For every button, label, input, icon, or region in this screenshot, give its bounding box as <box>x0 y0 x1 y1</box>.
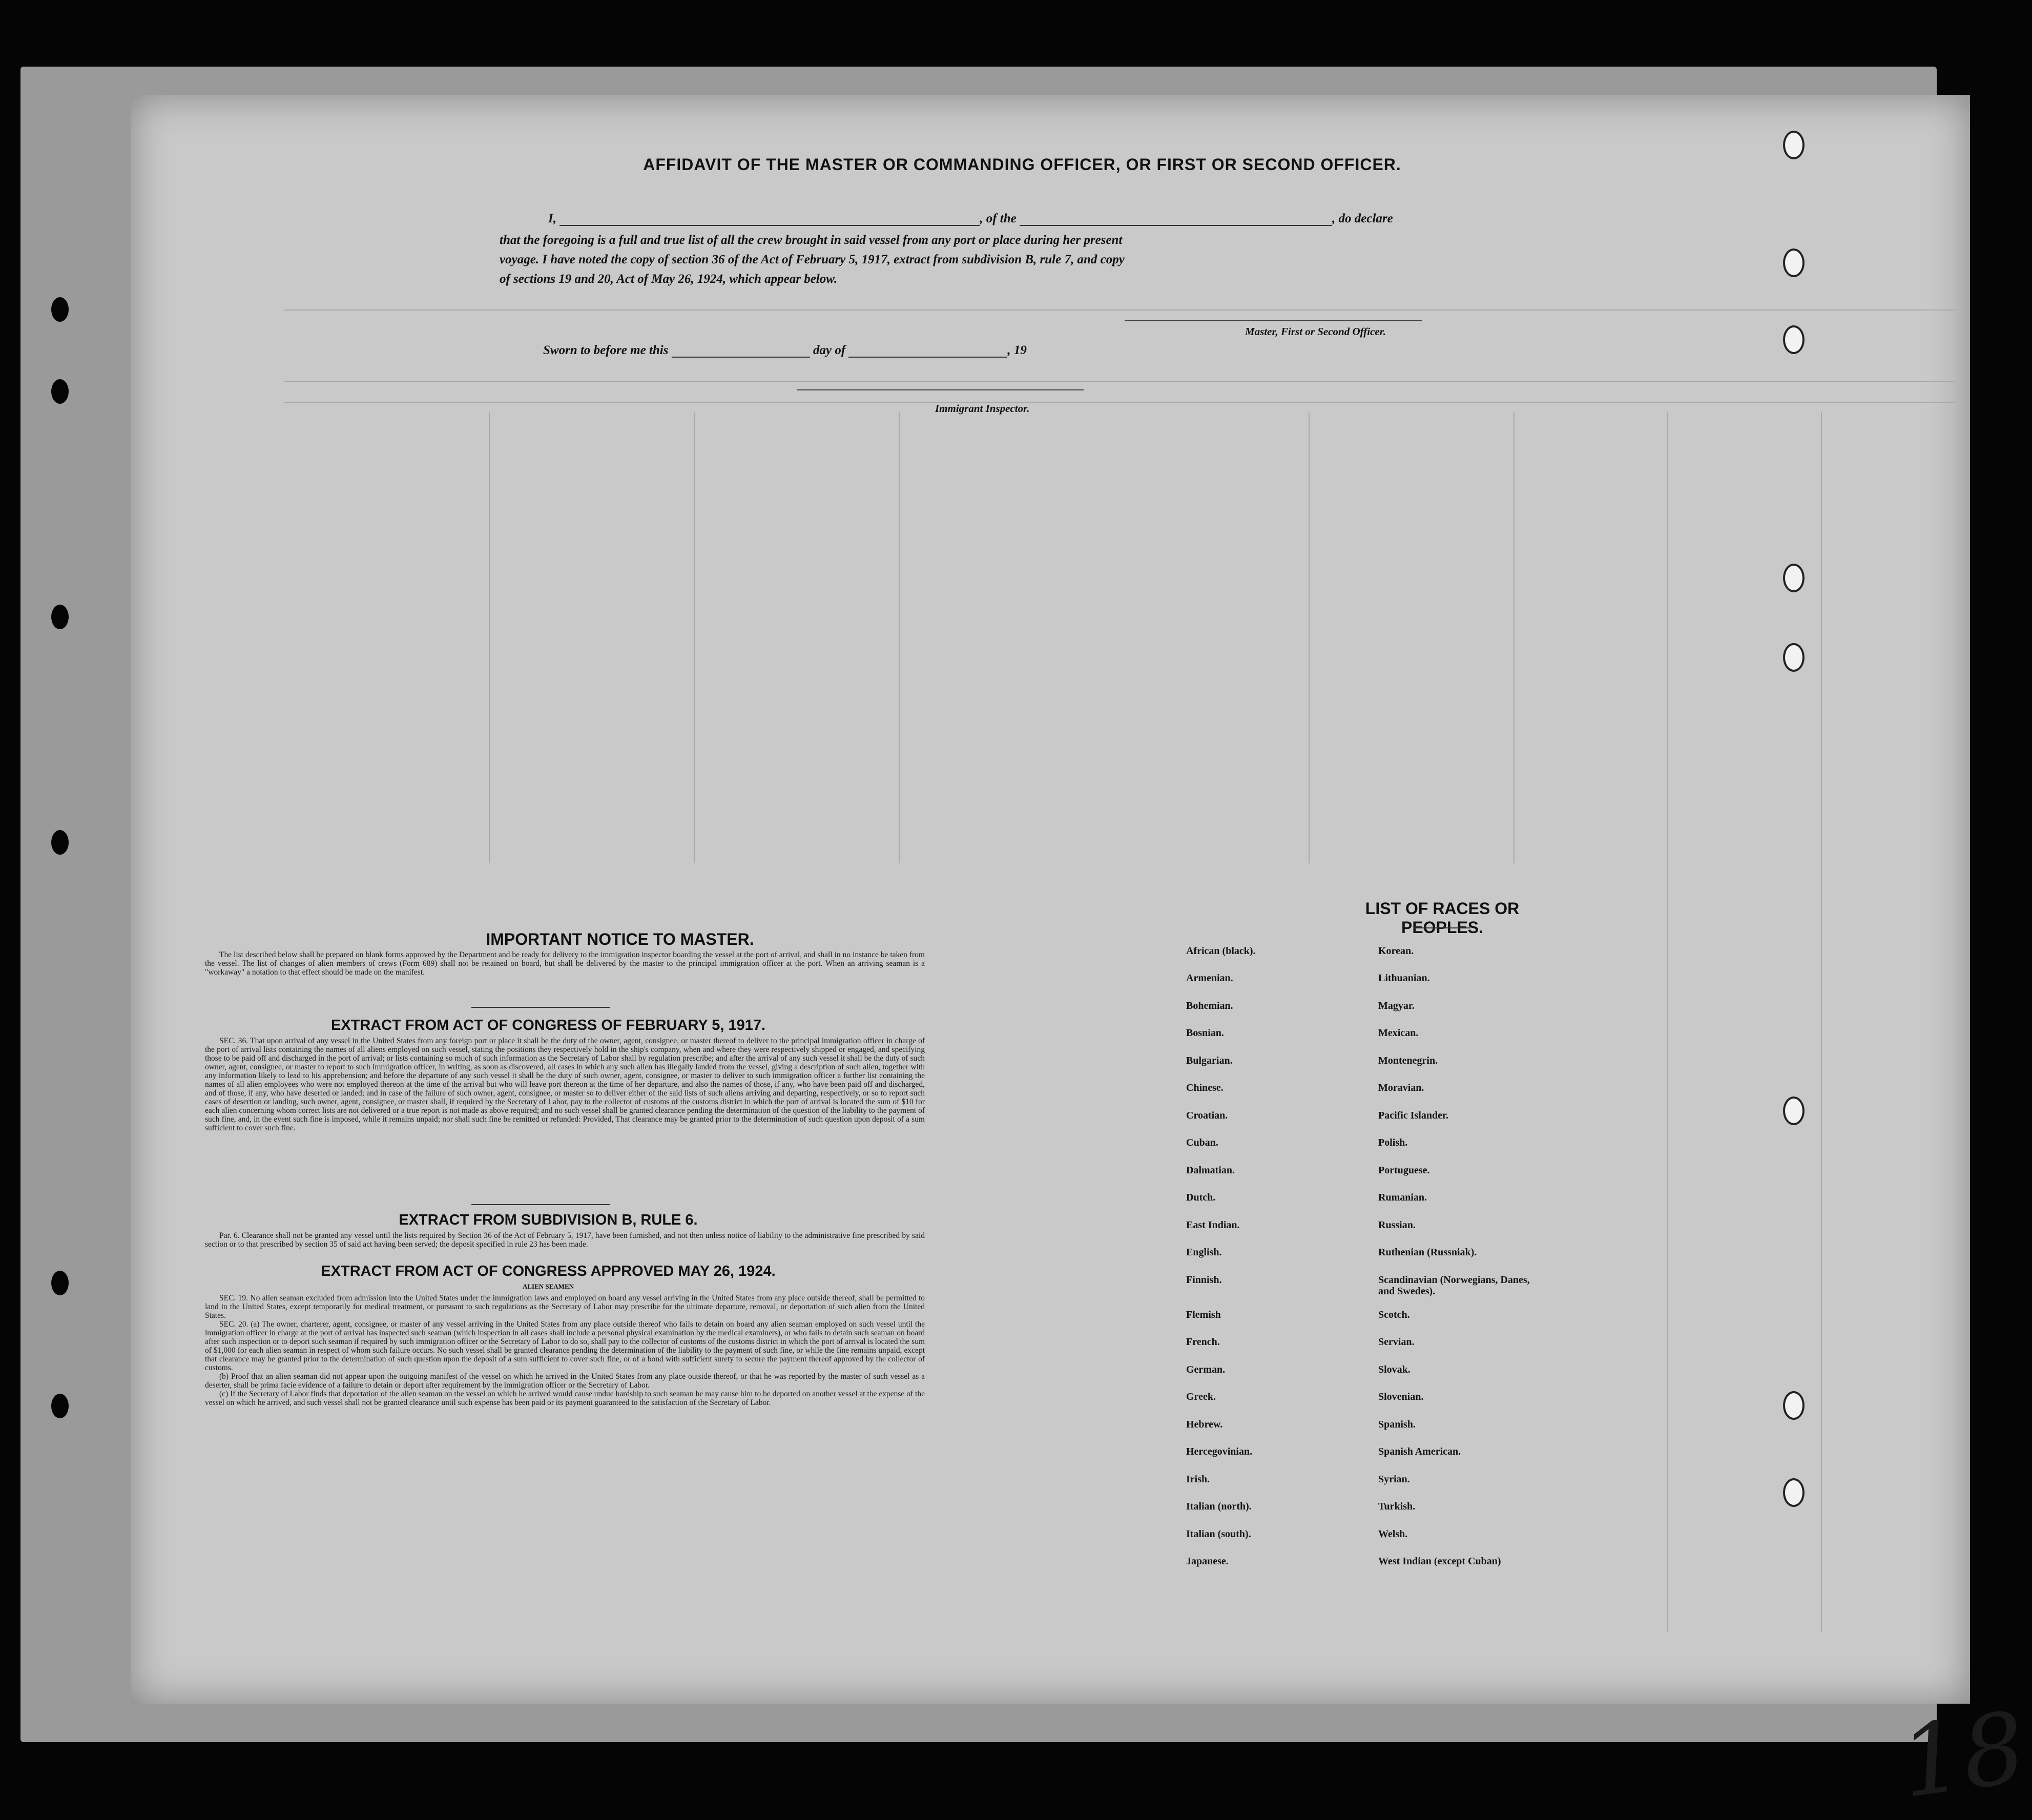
race-item: Ruthenian (Russniak). <box>1378 1247 1477 1258</box>
sworn-day-blank <box>672 357 810 358</box>
inspector-signature-line <box>797 389 1084 390</box>
punch-hole <box>51 1394 69 1418</box>
race-item: Cuban. <box>1186 1137 1218 1148</box>
race-item: African (black). <box>1186 945 1256 957</box>
race-item: Slovak. <box>1378 1364 1411 1375</box>
punch-hole <box>51 830 69 855</box>
races-title: LIST OF RACES OR PEOPLES. <box>1365 899 1520 937</box>
race-item: Bosnian. <box>1186 1027 1224 1039</box>
notice-paragraph: The list described below shall be prepared on blank forms approved by the Department and be ready for delivery to the immigration inspector boarding the vessel at the port of arrival, and shall in no instance be taken from the vessel. The list of changes of alien members of crews (Form 689) shall not be retained on board, but shall be delivered by the master to the principal immigration officer at the port. When an arriving seaman is a "workaway" a notation to that effect should be made on the manifest. <box>205 950 925 977</box>
section-20c-paragraph: (c) If the Secretary of Labor finds that deportation of the alien seaman on the vessel on which he arrived would cause undue hardship to such seaman he may cause him to be deported on another vessel at the expense of the vessel on which he arrived, and such vessel shall not be granted clearance until such expense has been paid or its payment guaranteed to the satisfaction of the Secretary of Labor. <box>205 1390 925 1407</box>
sworn-month-blank <box>848 357 1007 358</box>
binder-ring <box>1783 1478 1805 1507</box>
race-item: Finnish. <box>1186 1274 1222 1286</box>
rule-6-title: EXTRACT FROM SUBDIVISION B, RULE 6. <box>399 1212 698 1228</box>
race-item: Armenian. <box>1186 973 1233 984</box>
race-item: Spanish American. <box>1378 1446 1461 1457</box>
divider <box>471 1204 610 1205</box>
race-item: Montenegrin. <box>1378 1055 1438 1066</box>
race-item: Syrian. <box>1378 1474 1410 1485</box>
bleed-through-grid <box>131 95 1970 1704</box>
race-item: Welsh. <box>1378 1528 1408 1540</box>
affidavit-line-2: that the foregoing is a full and true list of all the crew brought in said vessel from any port or place during her present <box>500 233 1123 247</box>
affidavit-line-3: voyage. I have noted the copy of section 36 of the Act of February 5, 1917, extract from subdivision B, rule 7, and copy <box>500 253 1125 266</box>
divider <box>471 1007 610 1008</box>
binder-ring <box>1783 325 1805 354</box>
handwritten-page-number: 18 <box>1893 1690 2032 1820</box>
punch-hole <box>51 605 69 629</box>
master-signature-line <box>1125 320 1422 321</box>
race-item: Servian. <box>1378 1336 1415 1348</box>
race-item: Lithuanian. <box>1378 973 1430 984</box>
extract-1917-text <box>205 1037 925 1132</box>
rule-6-paragraph: Par. 6. Clearance shall not be granted any vessel until the lists required by Section 36 of the Act of February 5, 1917, have been furnished, and not then unless notice of liability to the administrative fine prescribed by said section or to that prescribed by section 35 of said act having been served; the deposit specified in rule 23 has been made. <box>205 1231 925 1249</box>
race-item: Moravian. <box>1378 1082 1424 1093</box>
document-page <box>131 95 2032 1820</box>
races-title-underline <box>1414 927 1470 928</box>
section-19-paragraph: SEC. 19. No alien seaman excluded from admission into the United States under the immigration laws and employed on board any vessel arriving in the United States from any place outside thereof, shall be permitted to land in the United States, except temporarily for medical treatment, or pursuant to such regulations as the Secretary of Labor may prescribe for the ultimate departure, removal, or deportation of such alien from the United States. <box>205 1294 925 1320</box>
race-item: Italian (south). <box>1186 1528 1251 1540</box>
race-item: Polish. <box>1378 1137 1408 1148</box>
race-item: Magyar. <box>1378 1000 1415 1011</box>
punch-hole <box>51 297 69 322</box>
race-item: Portuguese. <box>1378 1165 1430 1176</box>
affidavit-line-4: of sections 19 and 20, Act of May 26, 1924, which appear below. <box>500 272 838 286</box>
race-item: Korean. <box>1378 945 1414 957</box>
race-item: Dutch. <box>1186 1192 1216 1203</box>
affidavit-i: I, <box>548 212 556 225</box>
binder-ring <box>1783 564 1805 592</box>
race-item: Rumanian. <box>1378 1192 1427 1203</box>
race-item: Irish. <box>1186 1474 1210 1485</box>
binder-ring <box>1783 131 1805 159</box>
alien-seamen-subtitle: ALIEN SEAMEN <box>522 1283 574 1290</box>
race-item: Mexican. <box>1378 1027 1419 1039</box>
race-item: Turkish. <box>1378 1501 1416 1512</box>
binder-ring <box>1783 1097 1805 1125</box>
binder-ring <box>1783 643 1805 672</box>
race-item: Chinese. <box>1186 1082 1224 1093</box>
rule-6-text <box>205 1231 925 1249</box>
name-blank <box>559 225 980 226</box>
race-item: Scotch. <box>1378 1309 1410 1320</box>
affidavit-line-1 <box>548 212 1393 226</box>
race-item: German. <box>1186 1364 1226 1375</box>
race-item: Bohemian. <box>1186 1000 1233 1011</box>
extract-1924-text <box>205 1294 925 1407</box>
section-20a-paragraph: SEC. 20. (a) The owner, charterer, agent, consignee, or master of any vessel arriving in the United States from any place outside thereof who fails to detain on board any alien seaman employed on such vessel until the immigration officer in charge at the port of arrival has inspected such seaman (which inspection in all cases shall include a personal physical examination by the medical examiners), or who fails to detain such seaman on board after such inspection or to deport such seaman if required by such immigration officer or the Secretary of Labor to do so, shall pay to the collector of customs of the customs district in which the port of arrival is located the sum of $1,000 for each alien seaman in respect of whom such failure occurs. No such vessel shall be granted clearance pending the determination of the liability to the payment of such fine, or while the fine remains unpaid, except that clearance may be granted prior to the determination of such question upon the deposit of a sum sufficient to cover such fine, or of a bond with sufficient surety to secure the payment thereof approved by the collector of customs. <box>205 1320 925 1372</box>
race-item: Slovenian. <box>1378 1391 1424 1402</box>
race-item: Japanese. <box>1186 1556 1229 1567</box>
race-item: Greek. <box>1186 1391 1216 1402</box>
section-36-paragraph: SEC. 36. That upon arrival of any vessel in the United States from any foreign port or place it shall be the duty of the owner, agent, consignee, or master thereof to deliver to the principal immigration officer in charge of the port of arrival lists containing the names of all aliens employed on such vessel, stating the positions they respectively hold in the ship's company, when and where they were respectively shipped or engaged, and specifying those to be paid off and discharged in the port of arrival; or lists containing so much of such information as the Secretary of Labor shall by regulation prescribe; and after the arrival of any such vessel it shall be the duty of such owner, agent, consignee, or master to report to such immigration officer, in writing, as soon as discovered, all cases in which any such alien has illegally landed from the vessel, giving a description of such alien, together with any information likely to lead to his apprehension; and before the departure of any such vessel it shall be the duty of such owner, agent, consignee, or master to deliver to such immigration officer a further list containing the names of all alien employees who were not employed thereon at the time of the arrival but who will leave port thereon at the time of her departure, and also the names of those, if any, who have been paid off and discharged, and of those, if any, who have deserted or landed; and in case of the failure of such owner, agent, consignee, or master so to deliver either of the said lists of such aliens arriving and departing, respectively, or so to report such cases of desertion or landing, such owner, agent, consignee, or master shall, if required by the Secretary of Labor, pay to the collector of customs of the customs district in which the port of arrival is located the sum of $10 for each alien concerning whom correct lists are not delivered or a true report is not made as above required; and no such vessel shall be granted clearance pending the determination of the question of the liability to the payment of such fine, and, in the event such fine is imposed, while it remains unpaid; nor shall such fine be remitted or refunded: Provided, That clearance may be granted prior to the determination of such question upon deposit of a sum sufficient to cover such fine. <box>205 1037 925 1132</box>
race-item: West Indian (except Cuban) <box>1378 1556 1501 1567</box>
race-item: Italian (north). <box>1186 1501 1252 1512</box>
race-item: Flemish <box>1186 1309 1221 1320</box>
affidavit-declare: , do declare <box>1332 212 1393 225</box>
affidavit-of-the: , of the <box>980 212 1017 225</box>
race-item: Croatian. <box>1186 1110 1228 1121</box>
race-item: Hercegovinian. <box>1186 1446 1253 1457</box>
punch-hole <box>51 1271 69 1295</box>
extract-1924-title: EXTRACT FROM ACT OF CONGRESS APPROVED MAY 26, 1924. <box>321 1263 776 1279</box>
punch-hole <box>51 379 69 404</box>
notice-text <box>205 950 925 977</box>
binder-ring <box>1783 1391 1805 1420</box>
race-item: French. <box>1186 1336 1220 1348</box>
race-item: English. <box>1186 1247 1222 1258</box>
race-item: Scandinavian (Norwegians, Danes, and Swedes). <box>1378 1274 1530 1297</box>
notice-title: IMPORTANT NOTICE TO MASTER. <box>486 930 754 948</box>
year-text: , 19 <box>1007 343 1027 357</box>
extract-1917-title: EXTRACT FROM ACT OF CONGRESS OF FEBRUARY 5, 1917. <box>330 1017 766 1033</box>
race-item: Bulgarian. <box>1186 1055 1233 1066</box>
race-item: Russian. <box>1378 1219 1416 1231</box>
race-item: Hebrew. <box>1186 1419 1223 1430</box>
day-of-text: day of <box>813 343 846 357</box>
race-item: Spanish. <box>1378 1419 1416 1430</box>
race-item: Dalmatian. <box>1186 1165 1235 1176</box>
master-label: Master, First or Second Officer. <box>1245 325 1386 338</box>
inspector-label: Immigrant Inspector. <box>935 402 1030 415</box>
vessel-blank <box>1020 225 1332 226</box>
sworn-line <box>543 343 1027 358</box>
binder-ring <box>1783 249 1805 277</box>
section-20b-paragraph: (b) Proof that an alien seaman did not appear upon the outgoing manifest of the vessel on which he arrived in the United States from any place outside thereof, or that he was reported by the master of such vessel as a deserter, shall be prima facie evidence of a failure to detain or deport after requirement by the immigration officer or the Secretary of Labor. <box>205 1372 925 1390</box>
sworn-text: Sworn to before me this <box>543 343 669 357</box>
affidavit-title: AFFIDAVIT OF THE MASTER OR COMMANDING OFFICER, OR FIRST OR SECOND OFFICER. <box>643 155 1401 174</box>
race-item: Pacific Islander. <box>1378 1110 1449 1121</box>
race-item: East Indian. <box>1186 1219 1240 1231</box>
